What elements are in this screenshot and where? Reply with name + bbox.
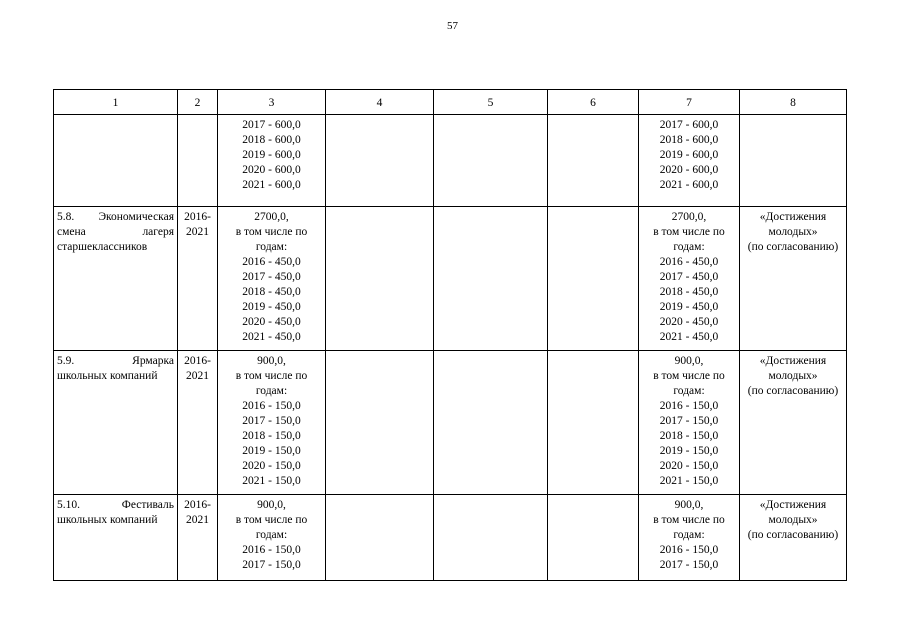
- other-sources-cell: [639, 207, 740, 351]
- event-name-cell: [54, 115, 178, 207]
- empty-cell: [326, 351, 434, 495]
- funding-line: 2020 - 150,0: [242, 460, 301, 472]
- funding-line: 2017 - 150,0: [242, 559, 301, 571]
- period-line: 2016-: [184, 355, 211, 367]
- executor-line: (по согласованию): [747, 241, 839, 253]
- executor-cell: [740, 495, 847, 581]
- event-title-line: старшеклассников: [57, 241, 148, 253]
- executor-line: молодых»: [768, 226, 818, 238]
- executor-cell: [740, 115, 847, 207]
- funding-line: 2018 - 450,0: [242, 286, 301, 298]
- period-cell: [178, 495, 218, 581]
- funding-line: 2021 - 600,0: [242, 179, 301, 191]
- funding-line: годам:: [255, 385, 288, 397]
- funding-line: 2019 - 450,0: [659, 301, 719, 313]
- funding-line: 2018 - 600,0: [659, 134, 719, 146]
- funding-line: 2019 - 600,0: [242, 149, 301, 161]
- empty-cell: [548, 495, 639, 581]
- total-funding-cell: [218, 351, 326, 495]
- funding-line: 2700,0,: [254, 211, 289, 223]
- funding-line: 2018 - 450,0: [659, 286, 719, 298]
- period-line: 2021: [186, 226, 209, 238]
- funding-line: годам:: [673, 385, 705, 397]
- funding-line: 2019 - 150,0: [659, 445, 719, 457]
- funding-line: 2021 - 150,0: [242, 475, 301, 487]
- executor-line: (по согласованию): [747, 385, 839, 397]
- column-header: 7: [639, 90, 740, 115]
- funding-line: 2016 - 150,0: [242, 400, 301, 412]
- funding-line: 900,0,: [257, 355, 286, 367]
- event-title-word: смена: [57, 226, 86, 238]
- event-number: 5.8.: [57, 211, 75, 223]
- funding-line: годам:: [673, 529, 705, 541]
- funding-line: 2021 - 600,0: [659, 179, 719, 191]
- funding-line: 900,0,: [674, 355, 704, 367]
- event-name-cell: [54, 495, 178, 581]
- event-title-word: лагеря: [142, 226, 174, 238]
- funding-line: 2016 - 150,0: [659, 400, 719, 412]
- total-funding-cell: [218, 115, 326, 207]
- executor-cell: [740, 207, 847, 351]
- funding-line: годам:: [255, 241, 288, 253]
- event-name-cell: [54, 351, 178, 495]
- column-header: 1: [54, 90, 178, 115]
- funding-line: 2016 - 450,0: [659, 256, 719, 268]
- other-sources-cell: [639, 115, 740, 207]
- column-header: 4: [326, 90, 434, 115]
- funding-line: 2017 - 600,0: [242, 119, 301, 131]
- funding-line: в том числе по: [235, 370, 308, 382]
- page-number: 57: [447, 20, 458, 32]
- funding-line: 2019 - 450,0: [242, 301, 301, 313]
- period-cell: [178, 115, 218, 207]
- executor-cell: [740, 351, 847, 495]
- table-row: [54, 495, 847, 581]
- funding-line: 2017 - 450,0: [659, 271, 719, 283]
- event-title-line: школьных компаний: [57, 514, 158, 526]
- funding-line: годам:: [673, 241, 705, 253]
- column-header: 3: [218, 90, 326, 115]
- executor-line: молодых»: [768, 514, 818, 526]
- event-number: 5.10.: [57, 499, 80, 511]
- funding-line: 2017 - 150,0: [659, 415, 719, 427]
- empty-cell: [434, 115, 548, 207]
- funding-line: 2020 - 600,0: [659, 164, 719, 176]
- funding-line: 2021 - 150,0: [659, 475, 719, 487]
- funding-line: 2018 - 150,0: [242, 430, 301, 442]
- funding-line: 2700,0,: [671, 211, 707, 223]
- funding-line: 2017 - 150,0: [242, 415, 301, 427]
- funding-line: 2016 - 150,0: [242, 544, 301, 556]
- empty-cell: [548, 207, 639, 351]
- funding-line: 2018 - 600,0: [242, 134, 301, 146]
- funding-line: 2020 - 150,0: [659, 460, 719, 472]
- funding-line: 2020 - 450,0: [242, 316, 301, 328]
- table-header-row: [54, 90, 847, 115]
- period-line: 2021: [186, 514, 209, 526]
- funding-line: в том числе по: [653, 370, 725, 382]
- funding-line: 2018 - 150,0: [659, 430, 719, 442]
- funding-line: 2021 - 450,0: [242, 331, 301, 343]
- executor-line: «Достижения: [759, 499, 827, 511]
- empty-cell: [434, 351, 548, 495]
- period-cell: [178, 351, 218, 495]
- funding-line: в том числе по: [653, 226, 725, 238]
- total-funding-cell: [218, 207, 326, 351]
- empty-cell: [326, 495, 434, 581]
- funding-line: в том числе по: [235, 226, 308, 238]
- empty-cell: [326, 207, 434, 351]
- funding-line: 900,0,: [674, 499, 704, 511]
- executor-line: молодых»: [768, 370, 818, 382]
- period-line: 2016-: [184, 499, 211, 511]
- period-cell: [178, 207, 218, 351]
- total-funding-cell: [218, 495, 326, 581]
- executor-line: «Достижения: [759, 355, 827, 367]
- table-row: [54, 115, 847, 207]
- event-number: 5.9.: [57, 355, 75, 367]
- funding-line: 2020 - 600,0: [242, 164, 301, 176]
- empty-cell: [548, 351, 639, 495]
- funding-line: 900,0,: [257, 499, 286, 511]
- period-line: 2021: [186, 370, 209, 382]
- column-header: 2: [178, 90, 218, 115]
- funding-line: 2019 - 150,0: [242, 445, 301, 457]
- event-name-cell: [54, 207, 178, 351]
- funding-line: в том числе по: [653, 514, 725, 526]
- column-header: 8: [740, 90, 847, 115]
- event-title-word: Экономическая: [98, 211, 174, 223]
- funding-line: годам:: [255, 529, 288, 541]
- table-row: [54, 207, 847, 351]
- column-header: 6: [548, 90, 639, 115]
- funding-line: 2021 - 450,0: [659, 331, 719, 343]
- period-line: 2016-: [184, 211, 211, 223]
- funding-line: 2017 - 450,0: [242, 271, 301, 283]
- other-sources-cell: [639, 351, 740, 495]
- event-title-line: школьных компаний: [57, 370, 158, 382]
- executor-line: «Достижения: [759, 211, 827, 223]
- event-title-word: Ярмарка: [132, 355, 174, 367]
- empty-cell: [434, 207, 548, 351]
- funding-line: 2016 - 450,0: [242, 256, 301, 268]
- event-title-word: Фестиваль: [121, 499, 174, 511]
- empty-cell: [434, 495, 548, 581]
- table-row: [54, 351, 847, 495]
- data-table: [53, 89, 847, 581]
- empty-cell: [548, 115, 639, 207]
- funding-line: 2019 - 600,0: [659, 149, 719, 161]
- funding-line: 2017 - 600,0: [659, 119, 719, 131]
- other-sources-cell: [639, 495, 740, 581]
- funding-line: 2016 - 150,0: [659, 544, 719, 556]
- funding-line: в том числе по: [235, 514, 308, 526]
- column-header: 5: [434, 90, 548, 115]
- empty-cell: [326, 115, 434, 207]
- executor-line: (по согласованию): [747, 529, 839, 541]
- funding-line: 2020 - 450,0: [659, 316, 719, 328]
- funding-line: 2017 - 150,0: [659, 559, 719, 571]
